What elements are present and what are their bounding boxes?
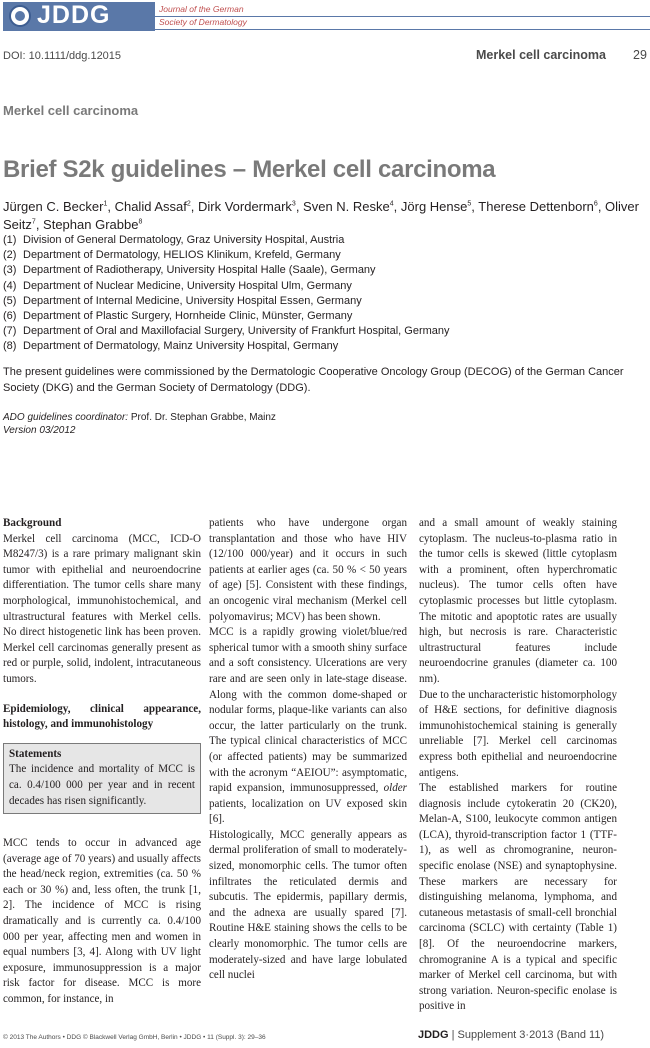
column-1	[3, 516, 201, 1008]
society-seal-icon	[9, 5, 31, 27]
affiliation-list	[3, 233, 643, 355]
affiliation-item	[3, 233, 643, 248]
society-line-2: Society of Dermatology	[155, 17, 650, 30]
affiliation-item	[3, 248, 643, 263]
col1-paragraph: MCC tends to occur in advanced age (average age of 70 years) and usually affects the head/neck region, extremities (ca. 50 % each or 30 %) and, less often, the trunk [1, 2]. The incidence of MCC is rising dramatically and is currently ca. 0.4/100 000 per year, affecting men and women in equal numbers [3, 4]. Along with UV light exposure, immunosuppression is a major risk factor for disease. MCC is more common, for instance, in	[3, 837, 201, 1006]
statements-box	[3, 743, 201, 814]
col2-p2-part-a: MCC is a rapidly growing violet/blue/red spherical tumor with a smooth shiny surface and a soft consistency. Ulcerations are very rare and are seen only in late-stage disease. Along with the common dome-shaped or nodular forms, plaque-like variants can also occur, the latter particularly on the trunk. The typical clinical characteristics of MCC (or affected patients) may be summarized with the acronym “AEIOU”: asymptomatic, rapid expansion, immunosuppressed,	[209, 626, 407, 795]
epidemiology-heading: Epidemiology, clinical appearance, histology, and immunohistology	[3, 702, 201, 731]
author-affiliation-number: 4	[389, 200, 394, 208]
author-name: Jörg Hense	[400, 199, 468, 214]
affiliation-number: (8)	[3, 340, 17, 353]
author-name: Chalid Assaf	[114, 199, 187, 214]
affiliation-text: Department of Dermatology, Mainz University Hospital, Germany	[23, 340, 339, 353]
affiliation-number: (6)	[3, 310, 17, 323]
affiliation-text: Department of Radiotherapy, University Hospital Halle (Saale), Germany	[23, 264, 376, 277]
column-3	[419, 516, 617, 1015]
author	[43, 217, 142, 232]
author	[198, 199, 296, 214]
author-affiliation-number: 7	[31, 218, 36, 226]
affiliation-text: Department of Nuclear Medicine, University Hospital Ulm, Germany	[23, 279, 352, 292]
affiliation-item	[3, 309, 643, 324]
affiliation-item	[3, 263, 643, 278]
affiliation-number: (2)	[3, 249, 17, 262]
column-2	[209, 516, 407, 984]
footer-journal: JDDG	[418, 1029, 449, 1041]
author-name: Jürgen C. Becker	[3, 199, 104, 214]
col2-p2-emphasis: older	[383, 782, 407, 795]
author-list: Jürgen C. Becker$^1$, Chalid Assaf$^2$, Dirk Vordermark$^3$, Sven N. Reske$^4$, Jörg Hense$^5$, Therese Dettenborn$^6$, Oliver Seitz$^7$, Stephan Grabbe$^8$	[3, 199, 639, 232]
version: Version 03/2012	[3, 425, 76, 436]
background-heading: Background	[3, 517, 62, 529]
author-name: Stephan Grabbe	[43, 217, 139, 232]
footer-issue-text: | Supplement 3·2013 (Band 11)	[448, 1029, 605, 1041]
author-affiliation-number: 1	[103, 200, 108, 208]
author-affiliation-number: 8	[138, 218, 143, 226]
author	[401, 199, 471, 214]
affiliation-item	[3, 324, 643, 339]
author	[115, 199, 191, 214]
society-line-1: Journal of the German	[155, 4, 650, 17]
author-name: Oliver Seitz	[3, 199, 639, 232]
affiliation-item	[3, 339, 643, 354]
affiliation-text: Department of Internal Medicine, University Hospital Essen, Germany	[23, 294, 362, 307]
affiliation-number: (4)	[3, 279, 17, 292]
coordinator-line	[3, 410, 276, 425]
author-affiliation-number: 2	[186, 200, 191, 208]
section-label: Merkel cell carcinoma	[3, 103, 139, 118]
author-name: Sven N. Reske	[303, 199, 390, 214]
author-affiliation-number: 6	[593, 200, 598, 208]
author-name: Therese Dettenborn	[478, 199, 594, 214]
article-title: Brief S2k guidelines – Merkel cell carcinoma	[3, 156, 496, 183]
journal-logo	[3, 2, 155, 31]
col2-paragraph-1: patients who have undergone organ transplantation and those who have HIV (12/100 000/year) and it occurs in such patients at earlier ages (ca. 50 % < 50 years of age) [5]. Consistent with these findings, an oncogenic viral mechanism (Merkel cell polyomavirus; MCV) has been shown.	[209, 517, 407, 623]
affiliation-text: Department of Dermatology, HELIOS Klinikum, Krefeld, Germany	[23, 249, 341, 262]
col2-paragraph-2	[209, 625, 407, 828]
society-name	[155, 4, 650, 30]
author-affiliation-number: 3	[291, 200, 296, 208]
affiliation-number: (3)	[3, 264, 17, 277]
affiliation-item	[3, 294, 643, 309]
col3-paragraph-3: The established markers for routine diagnosis include cytokeratin 20 (CK20), Melan-A, S100, leukocyte common antigen (LCA), thyroid-transcription factor 1 (TTF-1), as well as chromogranine, neuron-specific enolase (NSE) and synaptophysine. These markers are necessary for distinguishing melanoma, lymphoma, and cutaneous metastasis of small-cell bronchial carcinoma (SCLC) with certainty (Table 1) [8]. Of the neuroendocrine markers, chromogranine A is a typical and specific marker of Merkel cell carcinoma, but with strong variation. Neuron-specific enolase is positive in	[419, 782, 617, 1013]
affiliation-text: Department of Plastic Surgery, Hornheide Clinic, Münster, Germany	[23, 310, 353, 323]
col2-paragraph-3: Histologically, MCC generally appears as dermal proliferation of small to moderately-sized, monomorphic cells. The tumor often infiltrates the reticulated dermis and subcutis. The epidermis, papillary dermis, and the adnexa are usually spared [7]. Routine H&E staining shows the cells to be clearly monomorphic. The tumor cells are moderately-sized and have large lobulated cell nuclei	[209, 828, 407, 982]
coordinator-label: ADO guidelines coordinator:	[3, 412, 129, 423]
author	[303, 199, 394, 214]
affiliation-number: (5)	[3, 294, 17, 307]
statements-heading: Statements	[9, 747, 62, 760]
col3-paragraph-1: and a small amount of weakly staining cytoplasm. The nucleus-to-plasma ratio in the tumor cells is skewed (little cytoplasm with a prominent, often hyperchromatic nucleus). The tumor cells often have cytoplasmic processes but little cytoplasm. The mitotic and apoptotic rates are usually high, but necrosis is rare. Characteristic ultrastructural features include neuroendocrine granules (diameter ca. 100 nm).	[419, 517, 617, 685]
author	[3, 199, 107, 214]
affiliation-text: Division of General Dermatology, Graz University Hospital, Austria	[23, 234, 345, 246]
statements-text: The incidence and mortality of MCC is ca. 0.4/100 000 per year and in recent decades has risen significantly.	[9, 763, 195, 807]
coordinator-name: Prof. Dr. Stephan Grabbe, Mainz	[128, 412, 276, 423]
affiliation-text: Department of Oral and Maxillofacial Surgery, University of Frankfurt Hospital, Germany	[23, 325, 450, 338]
author	[478, 199, 598, 214]
intro-paragraph: The present guidelines were commissioned by the Dermatologic Cooperative Oncology Group (DECOG) of the German Cancer Society (DKG) and the German Society of Dermatology (DDG).	[3, 366, 624, 394]
journal-header	[0, 0, 650, 34]
logo-text: JDDG	[37, 1, 111, 29]
col2-p2-part-b: patients, localization on UV exposed skin [6].	[209, 797, 407, 826]
background-paragraph: Merkel cell carcinoma (MCC, ICD-O M8247/3) is a rare primary malignant skin tumor with epithelial and neuroendocrine differentiation. The tumor cells share many morphological, immunohistochemical, and ultrastructural features with Merkel cells. No direct histogenetic link has been proven. Merkel cell carcinomas generally present as red or purple, solid, indolent, intracutaneous tumors.	[3, 532, 201, 685]
running-title: Merkel cell carcinoma	[476, 48, 606, 62]
footer-copyright: © 2013 The Authors • DDG © Blackwell Verlag GmbH, Berlin • JDDG • 11 (Suppl. 3): 29–36	[3, 1034, 266, 1041]
footer-issue	[418, 1029, 604, 1041]
author-affiliation-number: 5	[467, 200, 472, 208]
affiliation-item	[3, 279, 643, 294]
author-name: Dirk Vordermark	[197, 199, 292, 214]
doi: DOI: 10.1111/ddg.12015	[3, 50, 122, 62]
affiliation-number: (7)	[3, 325, 17, 338]
page-number: 29	[633, 48, 647, 62]
col3-paragraph-2: Due to the uncharacteristic histomorphology of H&E sections, for definitive diagnosis immunohistochemical staining is generally unreliable [7]. Merkel cell carcinomas express both epithelial and neuroendocrine antigens.	[419, 688, 617, 779]
affiliation-number: (1)	[3, 234, 17, 246]
